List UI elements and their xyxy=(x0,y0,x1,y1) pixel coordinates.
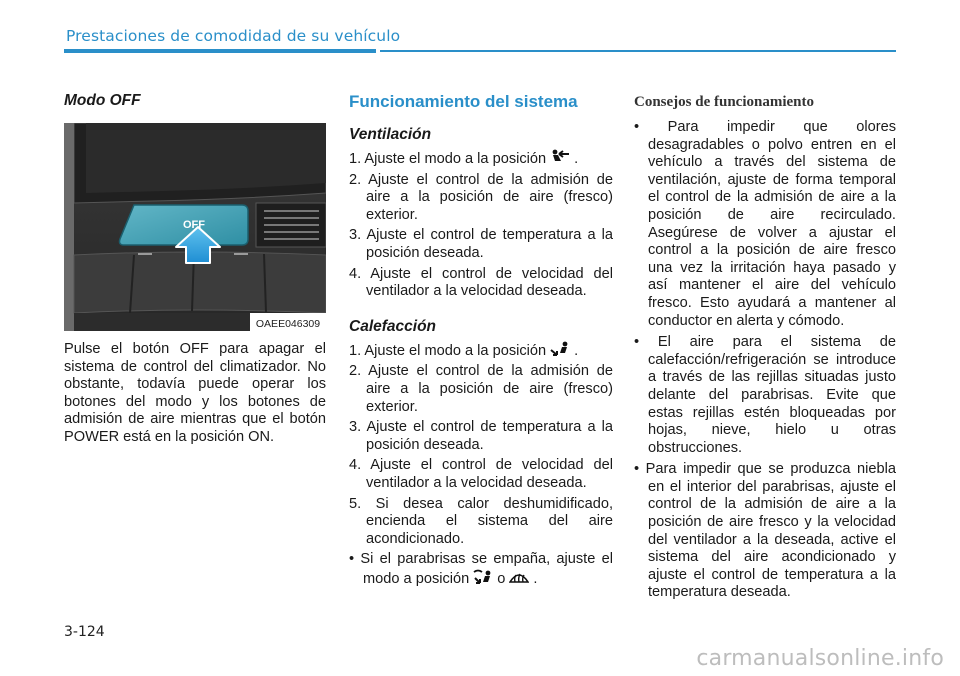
off-mode-description: Pulse el botón OFF para apagar el sistema de control del climatizador. No obstante, todavía puede operar los botones del modo y los botones de admisión de aire mientras que el botón POWER está en la posición ON. xyxy=(64,341,326,445)
floor-defrost-mode-icon xyxy=(473,569,493,585)
climate-panel-illustration xyxy=(64,123,326,331)
column-off-mode xyxy=(64,92,326,447)
column-operation-tips xyxy=(634,92,896,602)
windshield-defrost-icon xyxy=(509,569,529,585)
ventilation-step-2: 2. Ajuste el control de la admisión de aire a la posición de aire (fresco) exterior. xyxy=(349,171,613,223)
ventilation-step-1: 1. Ajuste el modo a la posición . xyxy=(349,151,579,167)
heating-step-1: 1. Ajuste el modo a la posición . xyxy=(349,342,579,359)
ventilation-step-3: 3. Ajuste el control de temperatura a la posición deseada. xyxy=(349,227,613,261)
face-vent-mode-icon xyxy=(550,149,570,165)
page-number: 3-124 xyxy=(64,624,105,640)
heating-step-2: 2. Ajuste el control de la admisión de aire a la posición de aire (fresco) exterior. xyxy=(349,363,613,415)
off-button-label: OFF xyxy=(183,219,205,231)
ventilation-heading: Ventilación xyxy=(349,126,432,143)
tip-air-intake: • El aire para el sistema de calefacción/refrigeración se introduce a través de las rejillas situadas justo delante del parabrisas. Evite que estas rejillas estén bloqueadas por hojas, nieve, hielo u otras obstrucciones. xyxy=(634,334,896,456)
off-button-figure xyxy=(64,123,326,331)
figure-caption: OAEE046309 xyxy=(255,318,321,330)
column-system-operation xyxy=(349,92,613,588)
heating-step-5: 5. Si desea calor deshumidificado, encienda el sistema del aire acondicionado. xyxy=(349,495,613,547)
ventilation-step-4: 4. Ajuste el control de velocidad del ventilador a la velocidad deseada. xyxy=(349,265,613,300)
heating-step-3: 3. Ajuste el control de temperatura a la posición deseada. xyxy=(349,419,613,453)
section-title: Prestaciones de comodidad de su vehículo xyxy=(66,27,401,45)
heating-step-4: 4. Ajuste el control de velocidad del ventilador a la velocidad deseada. xyxy=(349,457,613,491)
header-rule-thick xyxy=(64,49,376,53)
watermark: carmanualsonline.info xyxy=(696,646,944,671)
header-rule-thin xyxy=(380,50,896,52)
operation-tips-heading: Consejos de funcionamiento xyxy=(634,94,815,110)
tip-recirculation: • Para impedir que olores desagradables o polvo entren en el vehículo a través del sistema de ventilación, ajuste de forma temporal el control de la admisión de aire a la posición de aire recirculado. Asegúrese de volver a ajustar el control a la posición de aire fresco una vez la irritación haya pasado y así mantener el aire del vehículo fresco. Esto ayudará a mantener al conductor en alerta y cómodo. xyxy=(634,119,896,329)
tip-windshield-fog: • Para impedir que se produzca niebla en el interior del parabrisas, ajuste el control de la admisión de aire a la posición de aire fresco y la velocidad del ventilador a la deseada, active el sistema del aire acondicionado y ajuste el control de temperatura a la temperatura deseada. xyxy=(634,461,896,601)
system-operation-heading: Funcionamiento del sistema xyxy=(349,92,578,111)
off-mode-heading: Modo OFF xyxy=(64,92,141,109)
heating-heading: Calefacción xyxy=(349,317,437,335)
floor-mode-icon xyxy=(550,341,570,357)
heating-tip-bullet: • Si el parabrisas se empaña, ajuste el modo a posición o . xyxy=(349,551,613,587)
